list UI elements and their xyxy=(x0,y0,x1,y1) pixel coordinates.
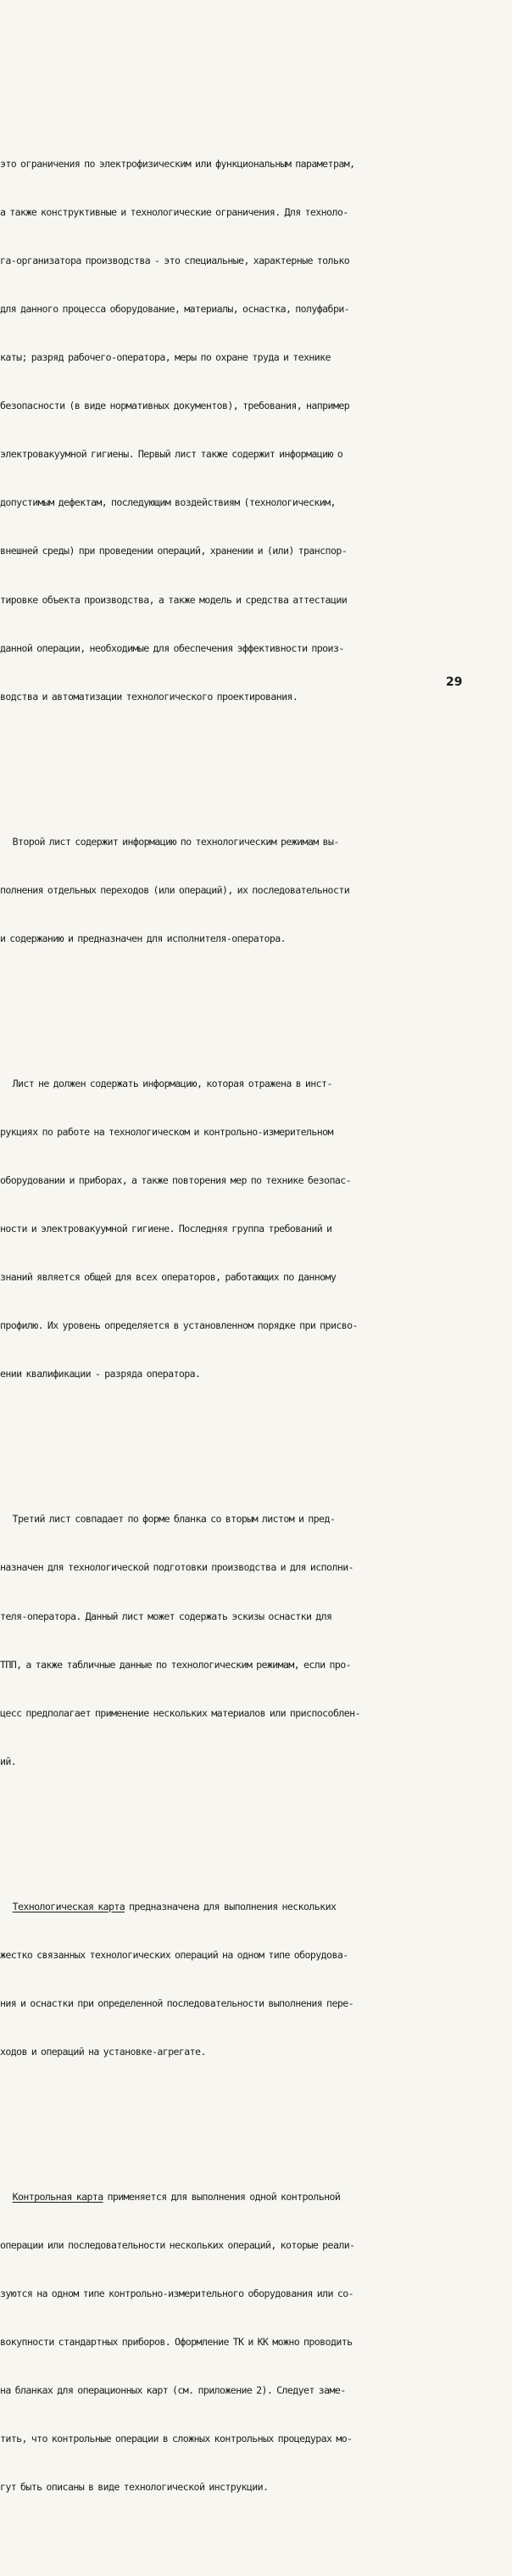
text-line: допустимым дефектам, последующим воздействиям (технологическим, xyxy=(0,496,336,509)
text-line: зуются на одном типе контрольно-измерительного оборудования или со- xyxy=(0,2288,353,2300)
text-line: а также конструктивные и технологические ограничения. Для техноло- xyxy=(0,206,348,219)
text-line: Контрольная карта применяется для выполнения одной контрольной xyxy=(12,2191,341,2204)
text-line: полнения отдельных переходов (или операций), их последовательности xyxy=(0,883,350,896)
paragraph xyxy=(0,1044,360,1414)
text-line: тить, что контрольные операции в сложных контрольных процедурах мо- xyxy=(0,2433,353,2445)
text-line: безопасности (в виде нормативных документов), требования, например xyxy=(0,400,350,412)
text-line: и содержанию и предназначен для исполнителя-оператора. xyxy=(0,932,287,944)
term-control-card: Контрольная карта xyxy=(12,2191,103,2204)
text-line: Лист не должен содержать информацию, которая отражена в инст- xyxy=(0,1077,332,1089)
text-line: вокупности стандартных приборов. Оформление ТК и КК можно проводить xyxy=(0,2336,353,2349)
text-line: жестко связанных технологических операций на одном типе оборудова- xyxy=(0,1948,348,1961)
paragraph xyxy=(0,1867,360,2092)
text-line: ности и электровакуумной гигиене. Последняя группа требований и xyxy=(0,1223,332,1235)
body-text xyxy=(0,59,360,2576)
text-line: Третий лист совпадает по форме бланка со вторым листом и пред- xyxy=(0,1513,336,1526)
text-line: внешней среды) при проведении операций, хранении и (или) транспор- xyxy=(0,545,348,557)
text-line: ении квалификации - разряда оператора. xyxy=(0,1368,201,1380)
text-line: рукциях по работе на технологическом и контрольно-измерительном xyxy=(0,1126,333,1139)
paragraph xyxy=(0,802,360,979)
term-technological-card: Технологическая карта xyxy=(12,1900,125,1912)
paragraph xyxy=(0,2157,360,2528)
text-line: теля-оператора. Данный лист может содержать эскизы оснастки для xyxy=(0,1610,332,1622)
text-line: ния и оснастки при определенной последовательности выполнения пере- xyxy=(0,1996,353,2009)
text-line: на бланках для операционных карт (см. приложение 2). Следует заме- xyxy=(0,2384,346,2397)
text-line: Технологическая карта предназначена для выполнения нескольких xyxy=(12,1900,337,1912)
text-line: ходов и операций на установке-агрегате. xyxy=(0,2045,206,2058)
text-line: профилю. Их уровень определяется в установленном порядке при присво- xyxy=(0,1319,358,1332)
text-line: электровакуумной гигиены. Первый лист также содержит информацию о xyxy=(0,448,343,461)
text-line: тировке объекта производства, а также модель и средства аттестации xyxy=(0,593,348,606)
text-line: ТПП, а также табличные данные по технологическим режимам, если про- xyxy=(0,1658,351,1671)
text-line: операции или последовательности нескольких операций, которые реали- xyxy=(0,2239,355,2252)
text-line: ий. xyxy=(0,1755,17,1767)
page-number: 29 xyxy=(446,675,463,689)
text-line: каты; разряд рабочего-оператора, меры по охране труда и технике xyxy=(0,351,331,364)
text-line: для данного процесса оборудование, материалы, оснастка, полуфабри- xyxy=(0,303,350,316)
text-line: цесс предполагает применение нескольких материалов или приспособлен- xyxy=(0,1706,360,1719)
text-line: водства и автоматизации технологического проектирования. xyxy=(0,690,298,703)
text-line: Второй лист содержит информацию по технологическим режимам вы- xyxy=(0,835,339,848)
text-line: гут быть описаны в виде технологической инструкции. xyxy=(0,2481,269,2494)
text-line: знаний является общей для всех операторов, работающих по данному xyxy=(0,1271,337,1284)
text-line: оборудовании и приборах, а также повторения мер по технике безопас- xyxy=(0,1174,351,1187)
text-line: данной операции, необходимые для обеспечения эффективности произ- xyxy=(0,641,344,654)
text-line: га-организатора производства - это специальные, характерные только xyxy=(0,255,350,267)
paragraph xyxy=(0,1479,360,1801)
text-line: назначен для технологической подготовки производства и для исполни- xyxy=(0,1561,353,1574)
text-line: это ограничения по электрофизическим или функциональным параметрам, xyxy=(0,158,355,171)
paragraph xyxy=(0,124,360,737)
